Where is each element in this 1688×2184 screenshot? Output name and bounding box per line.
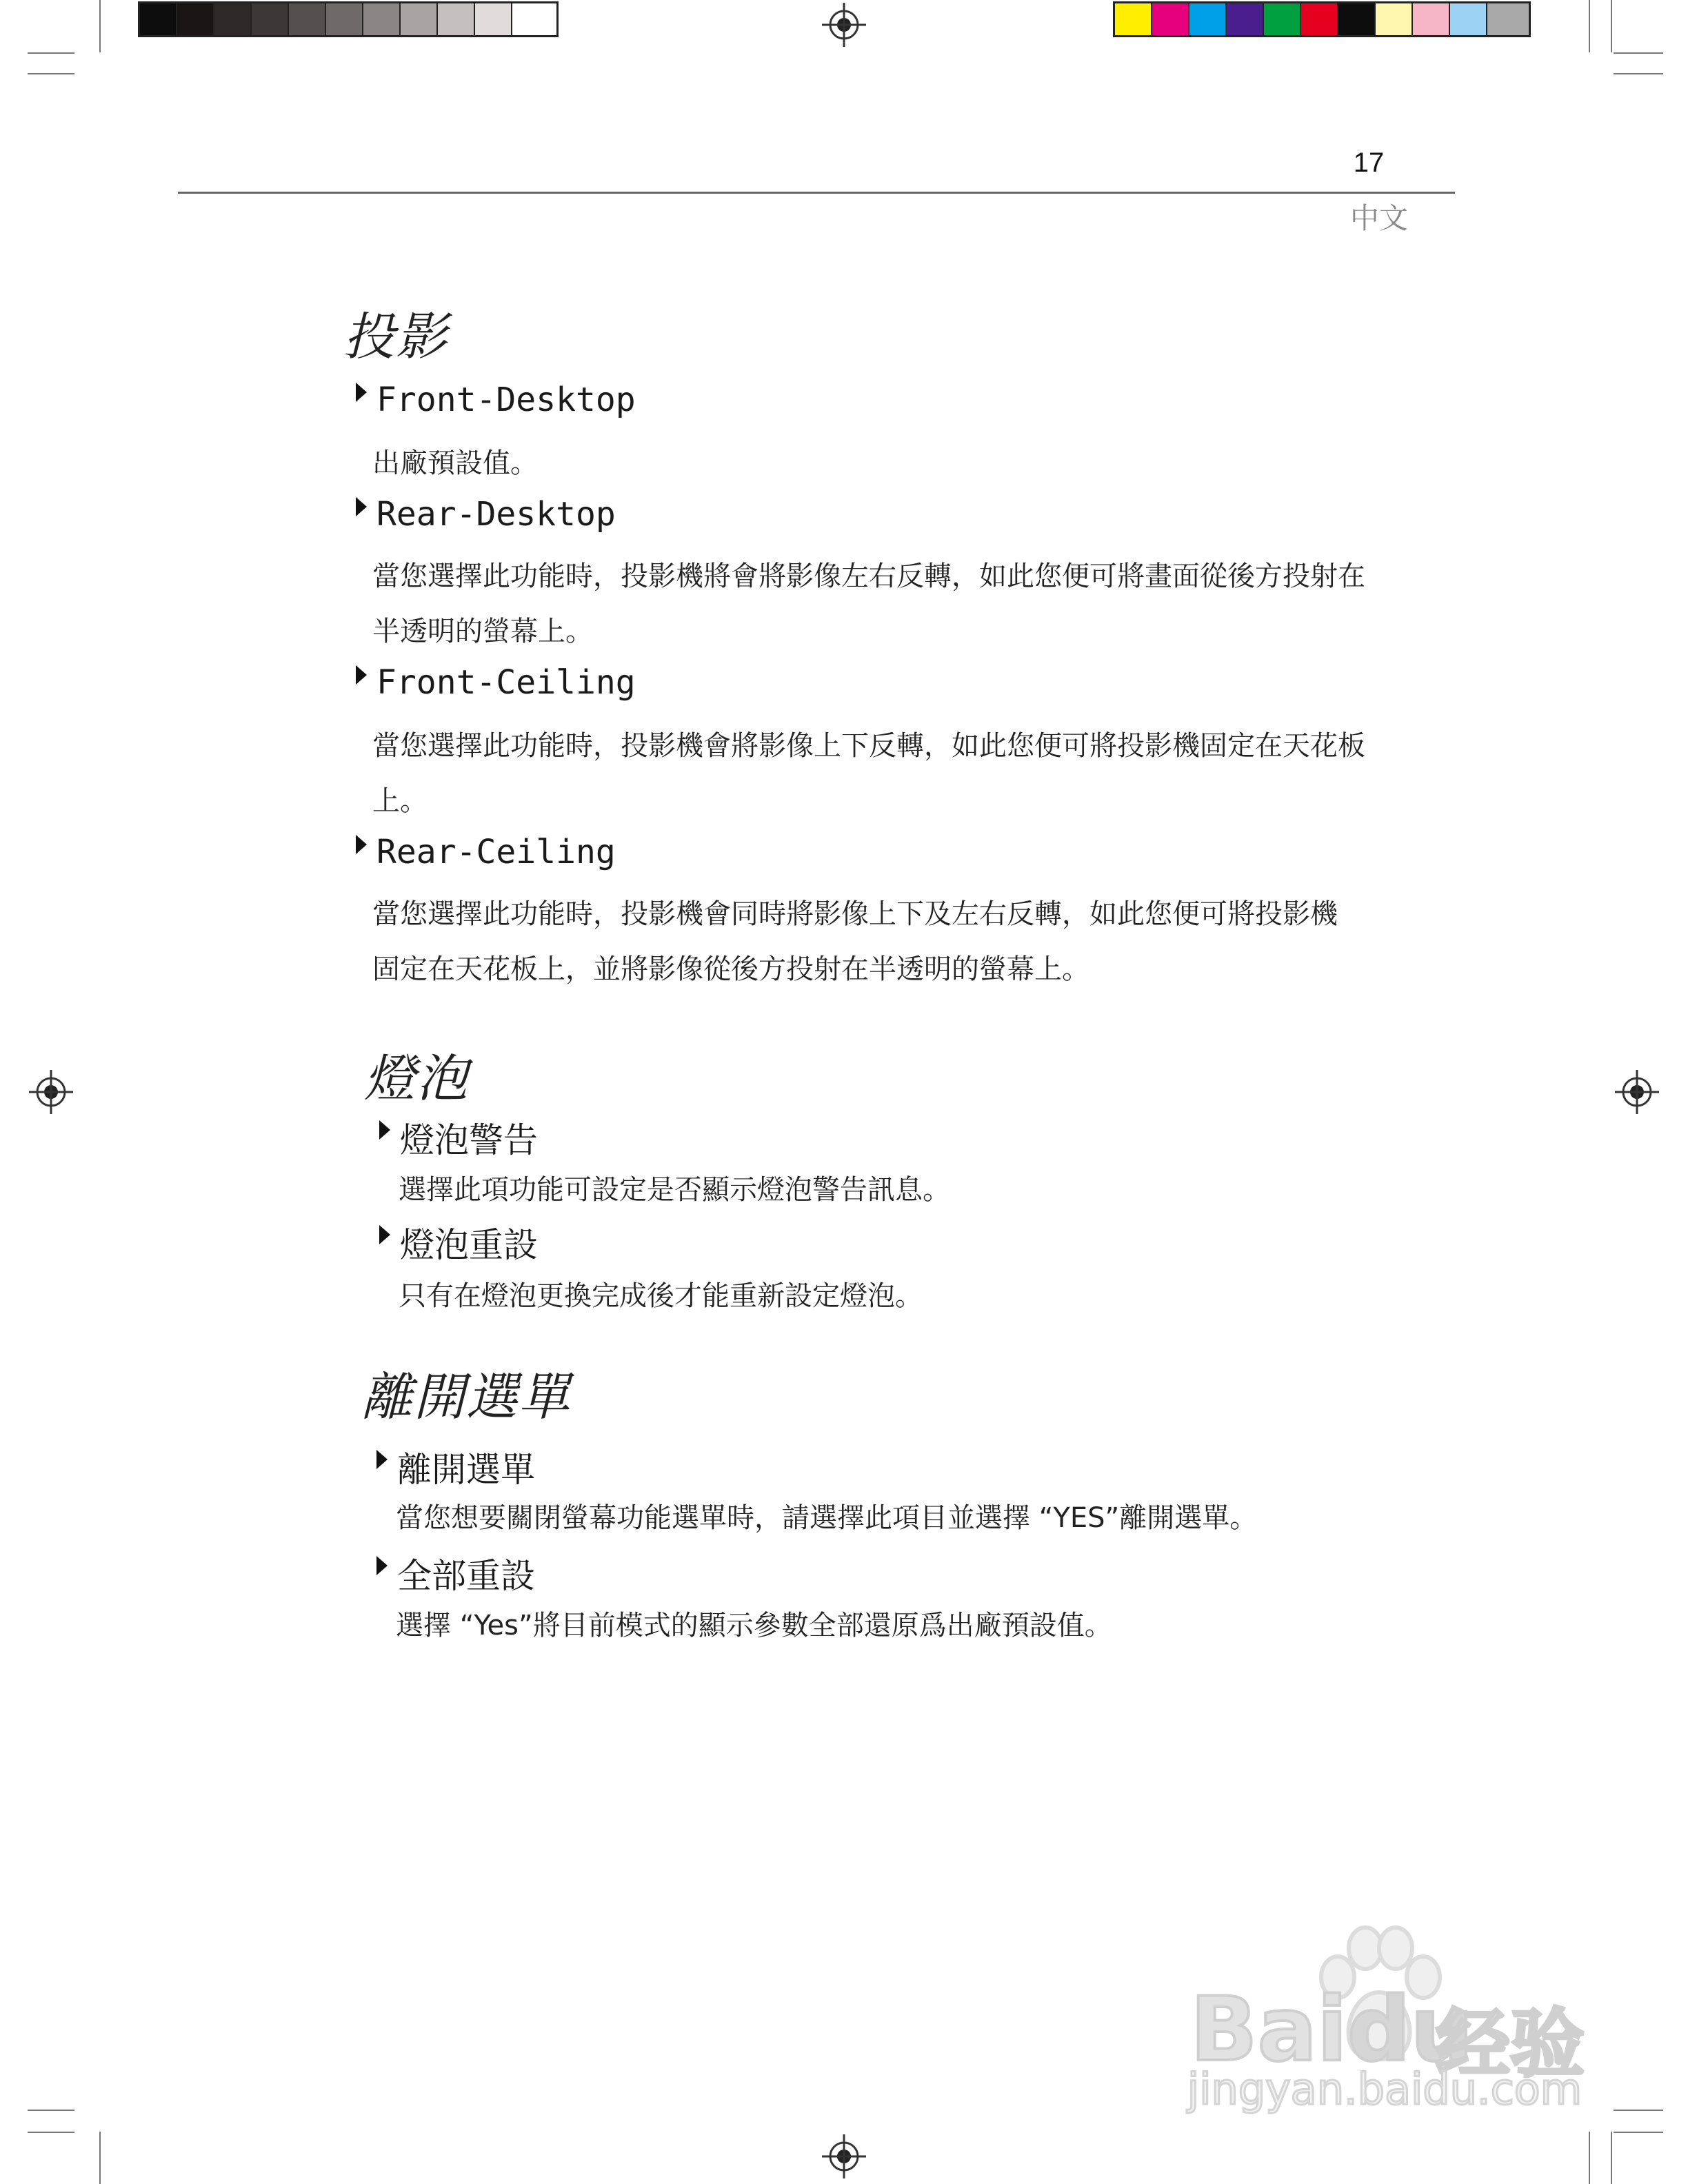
item-label: 燈泡重設	[400, 1225, 538, 1265]
triangle-bullet-icon	[376, 1450, 388, 1469]
color-swatch	[1376, 3, 1413, 35]
color-swatch	[252, 3, 289, 35]
item-label: Front-Desktop	[376, 381, 636, 419]
watermark-brand-cn: 经验	[1436, 2001, 1585, 2087]
registration-mark-icon	[1615, 1070, 1659, 1114]
color-swatch	[401, 3, 438, 35]
list-item-reset-all	[376, 1548, 535, 1598]
watermark-url: jingyan.baidu.com	[1187, 2064, 1582, 2114]
list-item-lamp-reset	[379, 1217, 538, 1267]
language-label: 中文	[1349, 201, 1408, 235]
crop-mark	[1611, 0, 1612, 52]
color-swatch	[1152, 3, 1189, 35]
color-swatch	[177, 3, 214, 35]
item-label: Front-Ceiling	[376, 663, 636, 702]
color-swatch	[363, 3, 401, 35]
triangle-bullet-icon	[356, 665, 367, 685]
color-swatch	[140, 3, 177, 35]
page-number: 17	[1353, 148, 1385, 178]
section-title-lamp: 燈泡	[364, 1049, 469, 1109]
triangle-bullet-icon	[379, 1120, 390, 1140]
header-rule	[178, 192, 1455, 194]
crop-mark	[1611, 2132, 1612, 2184]
section-title-projection: 投影	[343, 307, 448, 367]
item-description: 當您選擇此功能時，投影機將會將影像左右反轉，如此您便可將畫面從後方投射在 半透明的螢幕上。	[372, 560, 1365, 647]
list-item-front-desktop	[356, 381, 636, 419]
list-item-front-ceiling	[356, 663, 636, 702]
crop-mark	[99, 0, 101, 52]
color-swatch	[1115, 3, 1152, 35]
crop-mark	[28, 2110, 74, 2111]
item-description: 當您想要關閉螢幕功能選單時，請選擇此項目並選擇 “YES”離開選單。	[396, 1502, 1258, 1534]
color-swatch	[438, 3, 475, 35]
crop-mark	[1614, 73, 1663, 74]
section-title-exit-menu: 離開選單	[361, 1368, 571, 1427]
item-description: 只有在燈泡更換完成後才能重新設定燈泡。	[399, 1280, 923, 1312]
color-swatch	[512, 3, 556, 35]
color-swatch	[1227, 3, 1264, 35]
crop-mark	[28, 52, 74, 54]
triangle-bullet-icon	[356, 835, 367, 854]
color-swatch	[326, 3, 363, 35]
triangle-bullet-icon	[379, 1225, 390, 1244]
color-swatch	[289, 3, 326, 35]
registration-mark-icon	[822, 2134, 866, 2178]
list-item-lamp-warning	[379, 1113, 538, 1162]
item-description: 當您選擇此功能時，投影機會同時將影像上下及左右反轉，如此您便可將投影機 固定在天花板上，並將影像從後方投射在半透明的螢幕上。	[372, 898, 1338, 985]
item-label: 離開選單	[397, 1450, 535, 1490]
crop-mark	[1614, 2110, 1663, 2111]
grayscale-color-bar	[138, 1, 559, 37]
crop-mark	[99, 2132, 101, 2184]
crop-mark	[28, 73, 74, 74]
item-label: 燈泡警告	[400, 1120, 538, 1160]
crop-mark	[1589, 2132, 1590, 2184]
color-swatch	[1264, 3, 1301, 35]
color-swatch	[214, 3, 252, 35]
item-description: 選擇此項功能可設定是否顯示燈泡警告訊息。	[399, 1174, 950, 1206]
color-swatch	[475, 3, 512, 35]
triangle-bullet-icon	[356, 383, 367, 402]
crop-mark	[1614, 2132, 1663, 2133]
triangle-bullet-icon	[376, 1556, 388, 1575]
color-swatch	[1487, 3, 1529, 35]
item-label: Rear-Desktop	[376, 495, 616, 534]
color-swatch	[1450, 3, 1487, 35]
color-swatch	[1189, 3, 1227, 35]
crop-mark	[28, 2132, 74, 2133]
item-description: 當您選擇此功能時，投影機會將影像上下反轉，如此您便可將投影機固定在天花板 上。	[372, 730, 1365, 817]
color-swatch	[1301, 3, 1338, 35]
list-item-exit-menu	[376, 1442, 535, 1492]
registration-mark-icon	[29, 1070, 73, 1114]
crop-mark	[1614, 52, 1663, 54]
item-label: Rear-Ceiling	[376, 833, 616, 871]
list-item-rear-desktop	[356, 495, 616, 534]
list-item-rear-ceiling	[356, 833, 616, 871]
watermark-brand: Baidu	[1190, 1979, 1474, 2081]
color-swatch	[1338, 3, 1376, 35]
crop-mark	[1589, 0, 1590, 52]
item-description: 出廠預設值。	[372, 447, 538, 479]
process-color-bar	[1113, 1, 1531, 37]
item-label: 全部重設	[397, 1556, 535, 1596]
registration-mark-icon	[822, 3, 866, 47]
item-description: 選擇 “Yes”將目前模式的顯示參數全部還原爲出廠預設值。	[396, 1610, 1112, 1641]
triangle-bullet-icon	[356, 497, 367, 516]
color-swatch	[1413, 3, 1450, 35]
